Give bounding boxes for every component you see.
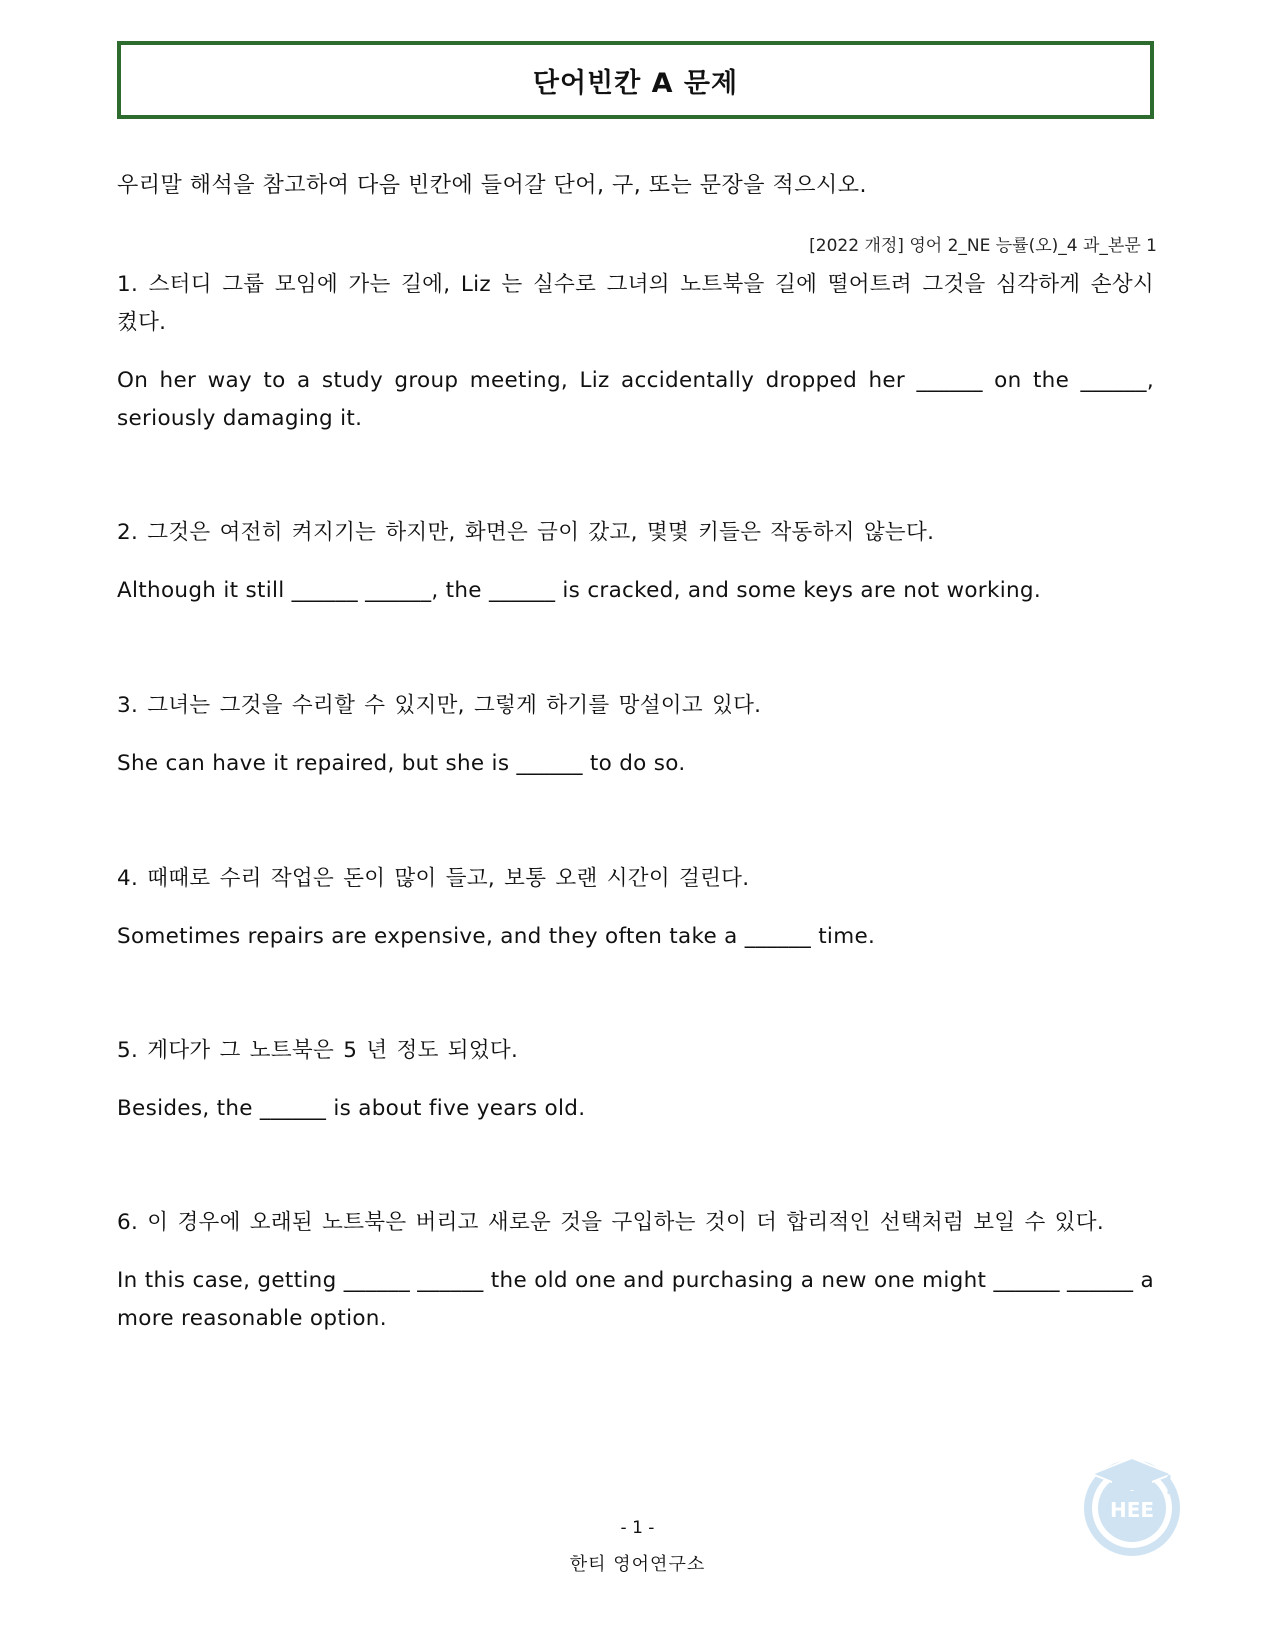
question-2-korean: 2. 그것은 여전히 켜지기는 하지만, 화면은 금이 갔고, 몇몇 키들은 작동하지 않는다. <box>117 520 935 545</box>
question-6 <box>117 1204 1154 1338</box>
question-3-korean: 3. 그녀는 그것을 수리할 수 있지만, 그렇게 하기를 망설이고 있다. <box>117 693 762 718</box>
question-4-english: Sometimes repairs are expensive, and they often take a ______ time. <box>117 924 876 949</box>
footer-org: 한티 영어연구소 <box>569 1554 706 1575</box>
question-1-english: On her way to a study group meeting, Liz accidentally dropped her ______ on the ______, seriously damaging it. <box>117 368 1154 431</box>
page-title: 단어빈칸 A 문제 <box>532 67 739 99</box>
question-6-korean: 6. 이 경우에 오래된 노트북은 버리고 새로운 것을 구입하는 것이 더 합리적인 선택처럼 보일 수 있다. <box>117 1210 1104 1235</box>
question-1 <box>117 266 1154 438</box>
question-5-korean: 5. 게다가 그 노트북은 5 년 정도 되었다. <box>117 1038 519 1063</box>
source-label: [2022 개정] 영어 2_NE 능률(오)_4 과_본문 1 <box>809 236 1157 256</box>
question-2-english: Although it still ______ ______, the ______ is cracked, and some keys are not working. <box>117 578 1041 603</box>
graduation-cap-icon <box>1092 1458 1172 1494</box>
page-number: - 1 - <box>620 1518 655 1538</box>
instruction-text: 우리말 해석을 참고하여 다음 빈칸에 들어갈 단어, 구, 또는 문장을 적으시오. <box>117 173 867 198</box>
title-box <box>117 41 1154 119</box>
question-3-english: She can have it repaired, but she is ______ to do so. <box>117 751 686 776</box>
question-1-korean: 1. 스터디 그룹 모임에 가는 길에, Liz 는 실수로 그녀의 노트북을 길에 떨어트려 그것을 심각하게 손상시켰다. <box>117 272 1154 335</box>
question-5 <box>117 1032 1154 1128</box>
question-5-english: Besides, the ______ is about five years old. <box>117 1096 586 1121</box>
question-2 <box>117 514 1154 610</box>
question-4 <box>117 860 1154 956</box>
hee-logo <box>1077 1450 1187 1560</box>
question-6-english: In this case, getting ______ ______ the old one and purchasing a new one might ______ ______ a more reasonable option. <box>117 1268 1154 1331</box>
question-4-korean: 4. 때때로 수리 작업은 돈이 많이 들고, 보통 오랜 시간이 걸린다. <box>117 866 750 891</box>
logo-text: HEE <box>1109 1498 1155 1522</box>
question-3 <box>117 687 1154 783</box>
